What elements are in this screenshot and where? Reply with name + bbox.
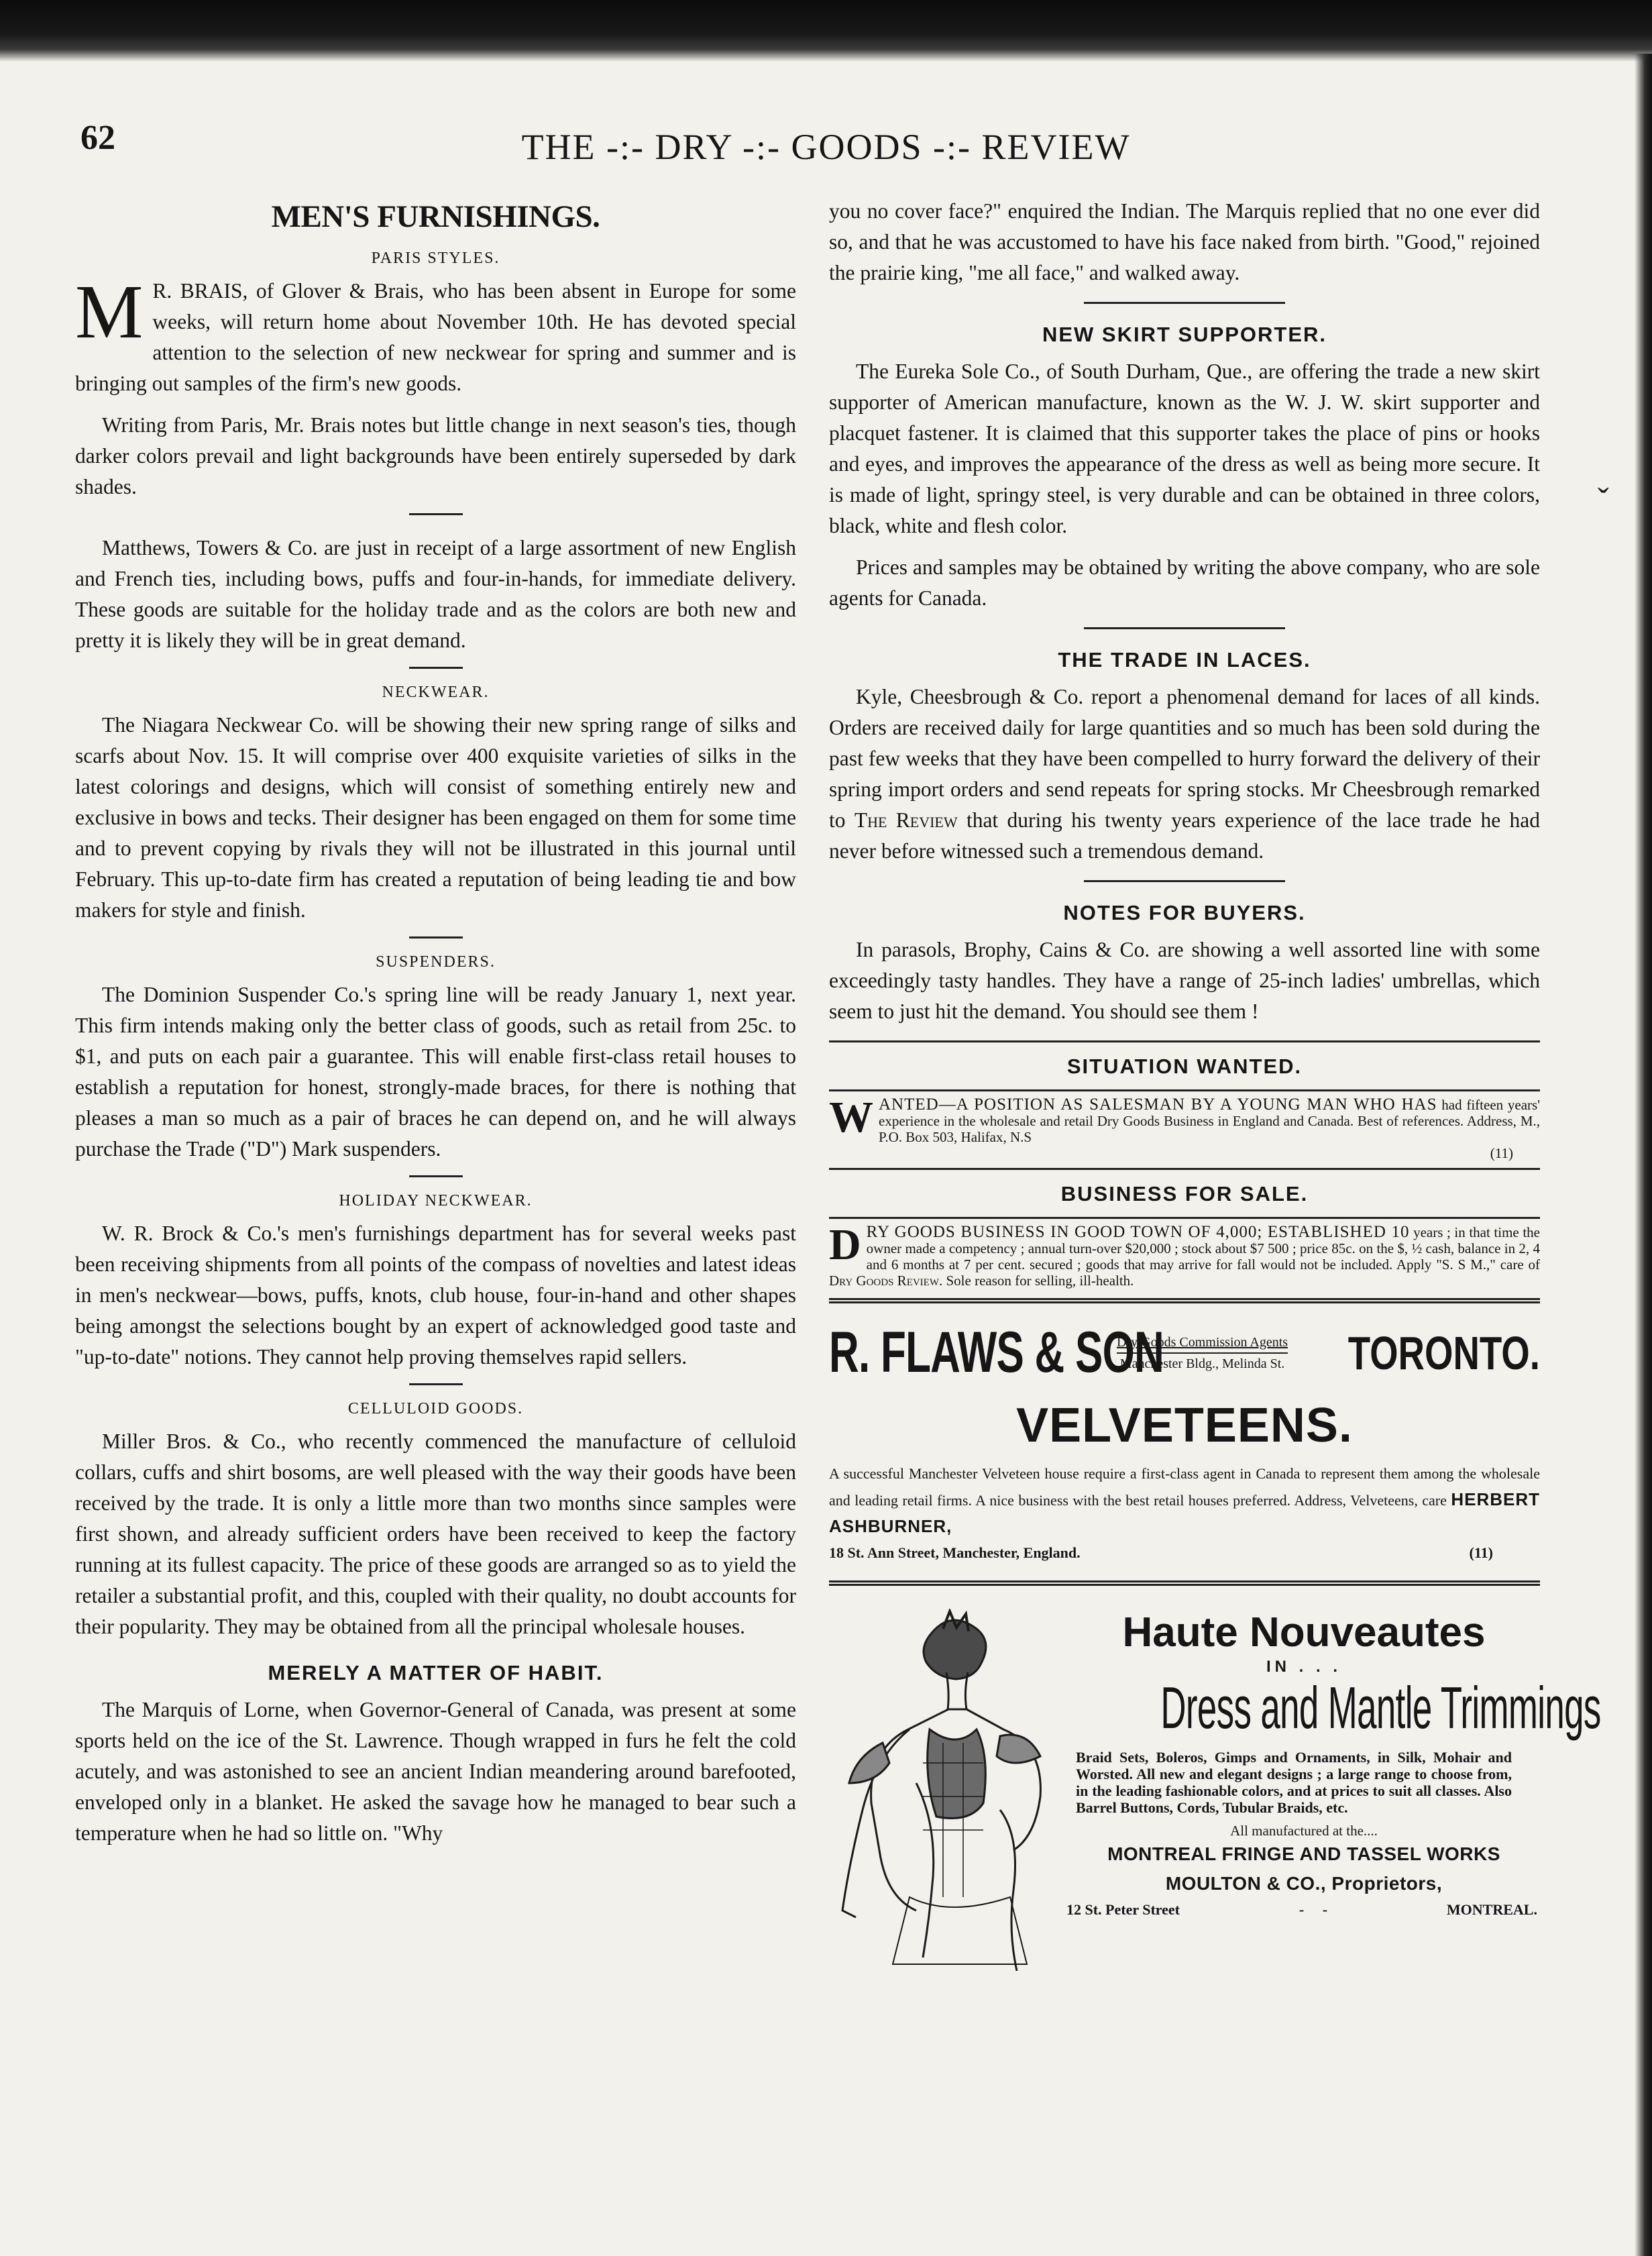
article-laces — [829, 682, 1540, 867]
trimmings-in: IN . . . — [1266, 1658, 1341, 1676]
article-neckwear: The Niagara Neckwear Co. will be showing their new spring range of silks and scarfs about Nov. 15. It will comprise over 400 exquisite varieties of silks in the latest colorings and designs, which will consist of something entirely new and exclusive in bows and tecks. Their designer has been engaged on them for some time and to prevent copying by rivals they will not be illustrated in this journal until February. This up-to-date firm has created a reputation of being leading tie and bow makers for style and finish. — [75, 713, 796, 922]
subhead-holiday-neckwear: HOLIDAY NECKWEAR. — [339, 1192, 533, 1210]
heading-skirt-supporter: NEW SKIRT SUPPORTER. — [1042, 323, 1327, 346]
scan-top-edge — [0, 0, 1652, 62]
subhead-neckwear: NECKWEAR. — [382, 684, 490, 701]
divider — [409, 513, 463, 515]
article-paris-p1-text: R. BRAIS, of Glover & Brais, who has been absent in Europe for some weeks, will return home about November 10th. He has devoted special attention to the selection of new neckwear for spring and summer and is bringing out samples of the firm's new goods. — [75, 279, 796, 395]
article-matthews: Matthews, Towers & Co. are just in receipt of a large assortment of new English and French ties, including bows, puffs and four-in-hands, for immediate delivery. These goods are suitable for the holiday trade and as the colors are both new and pretty it is likely they will be in great demand. — [75, 536, 796, 652]
trimmings-text — [1065, 1609, 1601, 1919]
article-buyers: In parasols, Brophy, Cains & Co. are showing a well assorted line with some exceedingly tasty handles. They have a range of 25-inch ladies' umbrellas, which seem to just hit the demand. You should see them ! — [829, 938, 1540, 1023]
divider — [1084, 880, 1285, 882]
trimmings-proprietors: MOULTON & CO., Proprietors, — [1165, 1873, 1443, 1894]
divider — [1084, 302, 1285, 304]
situation-lead: ANTED—A POSITION AS SALESMAN BY A YOUNG MAN WHO HAS — [879, 1095, 1437, 1114]
velveteens-code: (11) — [1469, 1544, 1493, 1561]
subhead-paris-styles: PARIS STYLES. — [371, 250, 500, 267]
ad-r-flaws — [829, 1320, 1540, 1386]
divider-double — [829, 1298, 1540, 1303]
trimmings-title: Dress and Mantle Trimmings — [1160, 1674, 1601, 1741]
flaws-city: TORONTO. — [1347, 1326, 1540, 1379]
running-title: THE -:- DRY -:- GOODS -:- REVIEW — [521, 127, 1131, 167]
situation-body: had fifteen years' experience in the wholesale and retail Dry Goods Business in England and Canada. Best of references. Address, M., P.O. Box 503, Halifax, N.S — [879, 1097, 1540, 1145]
dropcap-m: M — [75, 269, 144, 354]
divider — [409, 1383, 463, 1385]
scan-mark: ˇ — [1598, 481, 1609, 519]
section-title-mens-furnishings: MEN'S FURNISHINGS. — [271, 199, 600, 234]
trimmings-body: Braid Sets, Boleros, Gimps and Ornaments, in Silk, Mohair and Worsted. All new and elegant designs ; a large range to choose from, in the leading fashionable colors, and at prices to suit all classes. Also Barrel Buttons, Cords, Tubular Braids, etc. — [1076, 1749, 1512, 1816]
classified-situation — [829, 1093, 1540, 1161]
velveteens-agent: HERBERT ASHBURNER, — [829, 1489, 1540, 1536]
heading-business-for-sale: BUSINESS FOR SALE. — [1060, 1182, 1309, 1205]
left-column — [75, 199, 796, 1860]
heading-trade-in-laces: THE TRADE IN LACES. — [1058, 648, 1311, 672]
heading-notes-for-buyers: NOTES FOR BUYERS. — [1063, 901, 1306, 924]
article-habit-continued: you no cover face?" enquired the Indian. The Marquis replied that no one ever did so, and that he was accustomed to have his face naked from birth. "Good," rejoined the prairie king, "me all face," and walked away. — [829, 199, 1540, 284]
trimmings-street: 12 St. Peter Street — [1066, 1901, 1180, 1918]
heading-situation-wanted: SITUATION WANTED. — [1066, 1055, 1303, 1078]
article-paris-p1 — [75, 269, 796, 399]
page-number: 62 — [80, 119, 115, 157]
dropcap-w: W — [829, 1093, 873, 1142]
article-suspenders: The Dominion Suspender Co.'s spring line will be ready January 1, next year. This firm intends making only the better class of goods, such as retail from 25c. to $1, and puts on each pair a guarantee. This will enable first-class retail houses to establish a reputation for honest, strongly-made braces, for there is nothing that pleases a man so much as a pair of braces he can depend on, and he will always purchase the Trade ("D") Mark suspenders. — [75, 983, 796, 1161]
trimmings-dash: - - — [1299, 1901, 1328, 1918]
ad-velveteens-body — [829, 1461, 1540, 1566]
trimmings-works: MONTREAL FRINGE AND TASSEL WORKS — [1107, 1843, 1500, 1864]
trimmings-city: MONTREAL. — [1446, 1901, 1537, 1918]
right-column — [829, 199, 1601, 1971]
trimmings-manufactured: All manufactured at the.... — [1230, 1823, 1378, 1839]
article-celluloid: Miller Bros. & Co., who recently commenced the manufacture of celluloid collars, cuffs and shirt bosoms, are well pleased with the way their goods have been received by the trade. It is only a little more than two months since samples were first shown, and already sufficient orders have been received to keep the factory running at its fullest capacity. The price of these goods are arranged so as to yield the retailer a substantial profit, and this, coupled with their quality, no doubt accounts for their popularity. They may be obtained from all the principal wholesale houses. — [75, 1430, 796, 1638]
subhead-suspenders: SUSPENDERS. — [376, 953, 496, 971]
laces-review-name: The Review — [854, 808, 958, 832]
business-body-b: Sole reason for selling, ill-health. — [942, 1273, 1134, 1289]
dropcap-d: D — [829, 1220, 861, 1269]
divider — [409, 936, 463, 938]
business-review-name: Dry Goods Review. — [829, 1273, 943, 1289]
divider-full — [829, 1217, 1540, 1219]
classified-business — [829, 1220, 1540, 1289]
divider-full — [829, 1040, 1540, 1042]
divider-double — [829, 1580, 1540, 1586]
ad-trimmings — [829, 1609, 1601, 1971]
velveteens-text: A successful Manchester Velveteen house require a first-class agent in Canada to represent them among the wholesale and leading retail firms. A nice business with the best retail houses preferred. Address, Velveteens, care — [829, 1465, 1540, 1509]
velveteens-address: 18 St. Ann Street, Manchester, England. — [829, 1544, 1081, 1561]
article-holiday: W. R. Brock & Co.'s men's furnishings department has for several weeks past been receiving shipments from all points of the compass of novelties and latest ideas in men's neckwear—bows, puffs, knots, club house, four-in-hand and other shapes being amongst the selections bought by an expert of acknowledged good taste and "up-to-date" notions. They cannot help proving themselves rapid sellers. — [75, 1222, 796, 1368]
divider — [1084, 627, 1285, 629]
flaws-line1: Dry Goods Commission Agents — [1117, 1334, 1288, 1350]
flaws-firm-name: R. FLAWS & SON — [829, 1320, 1164, 1385]
business-lead: RY GOODS BUSINESS IN GOOD TOWN OF 4,000; ESTABLISHED 10 — [866, 1223, 1410, 1241]
divider-full — [829, 1089, 1540, 1091]
business-body-a: years ; in that time the owner made a competency ; annual turn-over $20,000 ; stock about $7 500 ; price 85c. on the $, ½ cash, balance in 2, 4 and 6 months at 7 per cent. secured ; goods that may arrive for fall would not be included. Apply "S. S M.," care of — [866, 1224, 1540, 1273]
laces-text-a: Kyle, Cheesbrough & Co. report a phenomenal demand for laces of all kinds. Orders are received daily for large quantities and so much has been sold during the past few weeks that they have been compelled to hurry forward the delivery of their spring import orders and send repeats for spring stocks. Mr Cheesbrough remarked to — [829, 685, 1540, 832]
article-habit: The Marquis of Lorne, when Governor-General of Canada, was present at some sports held on the ice of the St. Lawrence. Though wrapped in furs he felt the cold acutely, and was astonished to see an ancient Indian meandering around barefooted, enveloped only in a blanket. He asked the savage how he managed to bear such a temperature when he had so little on. "Why — [75, 1698, 796, 1845]
article-paris-p2: Writing from Paris, Mr. Brais notes but little change in next season's ties, though darker colors prevail and light backgrounds have been entirely superseded by dark shades. — [75, 413, 796, 498]
trimmings-headline: Haute Nouveautes — [1122, 1609, 1486, 1656]
heading-matter-of-habit: MERELY A MATTER OF HABIT. — [268, 1661, 604, 1684]
trimmings-address — [1065, 1901, 1543, 1919]
article-skirt-p1: The Eureka Sole Co., of South Durham, Que., are offering the trade a new skirt supporter of American manufacture, known as the W. J. W. skirt supporter and placquet fastener. It is claimed that this supporter takes the place of pins or hooks and eyes, and improves the appearance of the dress as well as being more secure. It is made of light, springy steel, is very durable and can be obtained in three colors, black, white and flesh color. — [829, 360, 1540, 537]
divider-full — [829, 1168, 1540, 1170]
heading-velveteens: VELVETEENS. — [1016, 1399, 1353, 1452]
laces-text-b: that during his twenty years experience of the lace trade he had never before witnessed such a tremendous demand. — [829, 808, 1540, 863]
scan-right-edge — [1635, 54, 1652, 2256]
article-skirt-p2: Prices and samples may be obtained by writing the above company, who are sole agents for Canada. — [829, 555, 1540, 610]
subhead-celluloid-goods: CELLULOID GOODS. — [347, 1400, 524, 1417]
flaws-line2: Manchester Bldg., Melinda St. — [1117, 1352, 1288, 1374]
divider — [409, 1175, 463, 1177]
divider — [409, 667, 463, 669]
lady-illustration — [829, 1609, 1087, 1971]
situation-code: (11) — [1490, 1145, 1513, 1161]
